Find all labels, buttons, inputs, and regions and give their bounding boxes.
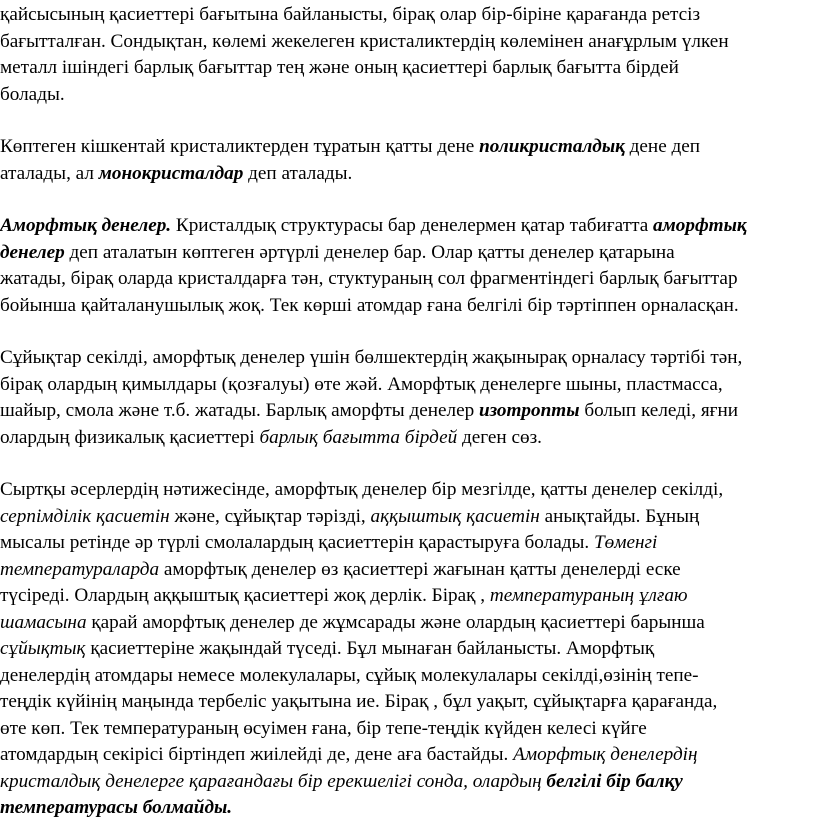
text-line (0, 293, 739, 319)
text-line (0, 530, 657, 556)
text-run: аморфтық денелер өз қасиеттері жағынан қатты денелерді еске (159, 558, 681, 580)
emphasis-term: Аморфтық денелер. (0, 215, 172, 236)
text-run: қасиеттеріне жақындай түседі. Бұл мынаған байланысты. Аморфтық (85, 638, 655, 659)
text-run: болып келеді, яғни (579, 400, 739, 421)
text-run: денелердің атомдары немесе молекулалары, сұйық молекулалары секілді,өзінің тепе- (0, 664, 699, 686)
italic-phrase: температураларда (0, 558, 160, 580)
text-line (0, 610, 705, 636)
emphasis-term: денелер (0, 241, 65, 263)
text-line (0, 504, 699, 530)
emphasis-term: температурасы болмайды. (0, 797, 233, 818)
text-line (0, 345, 742, 371)
text-run: болады. (0, 83, 65, 105)
text-line (0, 716, 647, 742)
text-run: атомдардың секірісі біртіндеп жиілейді де, дене аға бастайды. (0, 744, 514, 765)
text-run: Сыртқы әсерлердің нәтижесінде, аморфтық денелер бір мезгілде, қатты денелер секілді, (0, 479, 724, 500)
text-run: Кристалдық структурасы бар денелермен қатар табиғатта (171, 215, 654, 236)
text-line (0, 398, 738, 424)
italic-phrase: шамасына (0, 611, 87, 633)
text-run: анықтайды. Бұның (539, 505, 700, 527)
text-line (0, 742, 698, 768)
italic-phrase: сұйықтық (0, 638, 86, 659)
text-run: қайсысының қасиеттері бағытына байланысты, бірақ олар бір-біріне қарағанда ретсіз (0, 4, 701, 25)
emphasis-term: изотропты (479, 400, 580, 421)
text-run: мысалы ретінде әр түрлі смолалардың қасиеттерін қарастыруға болады. (0, 532, 594, 553)
text-run: аталады, ал (0, 162, 99, 184)
text-line (0, 2, 700, 28)
text-run: деп аталады. (243, 162, 353, 184)
text-line (0, 266, 738, 292)
text-line (0, 29, 729, 55)
text-run: бірақ олардың қимылдары (қозғалуы) өте жәй. Аморфтық денелерге шыны, пластмасса, (0, 373, 723, 395)
text-line (0, 425, 542, 451)
emphasis-term: поликристалдық (479, 136, 625, 157)
text-line (0, 213, 747, 239)
text-line (0, 55, 679, 81)
emphasis-term: аморфтық (653, 215, 747, 236)
text-line (0, 557, 681, 583)
italic-phrase: кристалдық денелерге қарағандағы бір ерекшелігі сонда, олардың (0, 770, 547, 792)
text-run: металл ішіндегі барлық бағыттар тең және оның қасиеттері барлық бағытта бірдей (0, 57, 679, 78)
italic-phrase: аққыштық қасиетін (370, 505, 540, 527)
text-run: бағытталған. Сондықтан, көлемі жекелеген кристаликтердің көлемінен анағұрлым үлкен (0, 30, 729, 52)
text-line (0, 583, 688, 609)
text-run: деп аталатын көптеген әртүрлі денелер бар. Олар қатты денелер қатарына (64, 241, 675, 263)
text-run: өте көп. Тек температураның өсуімен ғана, бір тепе-теңдік күйден келесі күйге (0, 717, 647, 739)
italic-phrase: Төменгі (593, 532, 658, 553)
italic-phrase: серпімділік қасиетін (0, 505, 170, 527)
text-run: түсіреді. Олардың аққыштық қасиеттері жоқ дерлік. Бірақ , (0, 585, 490, 606)
text-run: Көптеген кішкентай кристаликтерден тұратын қатты дене (0, 136, 480, 157)
text-run: деген сөз. (457, 426, 542, 448)
text-line (0, 477, 723, 503)
emphasis-term: монокристалдар (98, 162, 244, 184)
text-line (0, 372, 723, 398)
text-run: дене деп (624, 136, 701, 157)
text-run: Сұйықтар секілді, аморфтық денелер үшін бөлшектердің жақынырақ орналасу тәртібі тән, (0, 347, 743, 368)
text-line (0, 134, 700, 160)
text-line (0, 82, 65, 108)
text-run: және, сұйықтар тәрізді, (169, 505, 371, 527)
text-run: жатады, бірақ оларда кристалдарға тән, стуктураның сол фрагментіндегі барлық бағыттар (0, 268, 738, 289)
text-line (0, 663, 699, 689)
emphasis-term: белгілі бір балқу (546, 770, 683, 792)
text-run: олардың физикалық қасиеттері (0, 426, 260, 448)
text-line (0, 636, 654, 662)
italic-phrase: Аморфтық денелердің (513, 744, 698, 765)
text-line (0, 161, 352, 187)
text-line (0, 240, 675, 266)
text-run: шайыр, смола және т.б. жатады. Барлық аморфты денелер (0, 400, 479, 421)
text-run: бойынша қайталанушылық жоқ. Тек көрші атомдар ғана белгілі бір тәртіппен орналасқан. (0, 294, 739, 316)
italic-phrase: температураның ұлғаю (489, 585, 688, 606)
italic-phrase: барлық бағытта бірдей (259, 426, 458, 448)
text-run: теңдік күйінің маңында тербеліс уақытына ие. Бірақ , бұл уақыт, сұйықтарға қарағанда, (0, 691, 718, 712)
text-line (0, 689, 717, 715)
text-line (0, 769, 683, 795)
text-run: қарай аморфтық денелер де жұмсарады және олардың қасиеттері барынша (86, 611, 705, 633)
